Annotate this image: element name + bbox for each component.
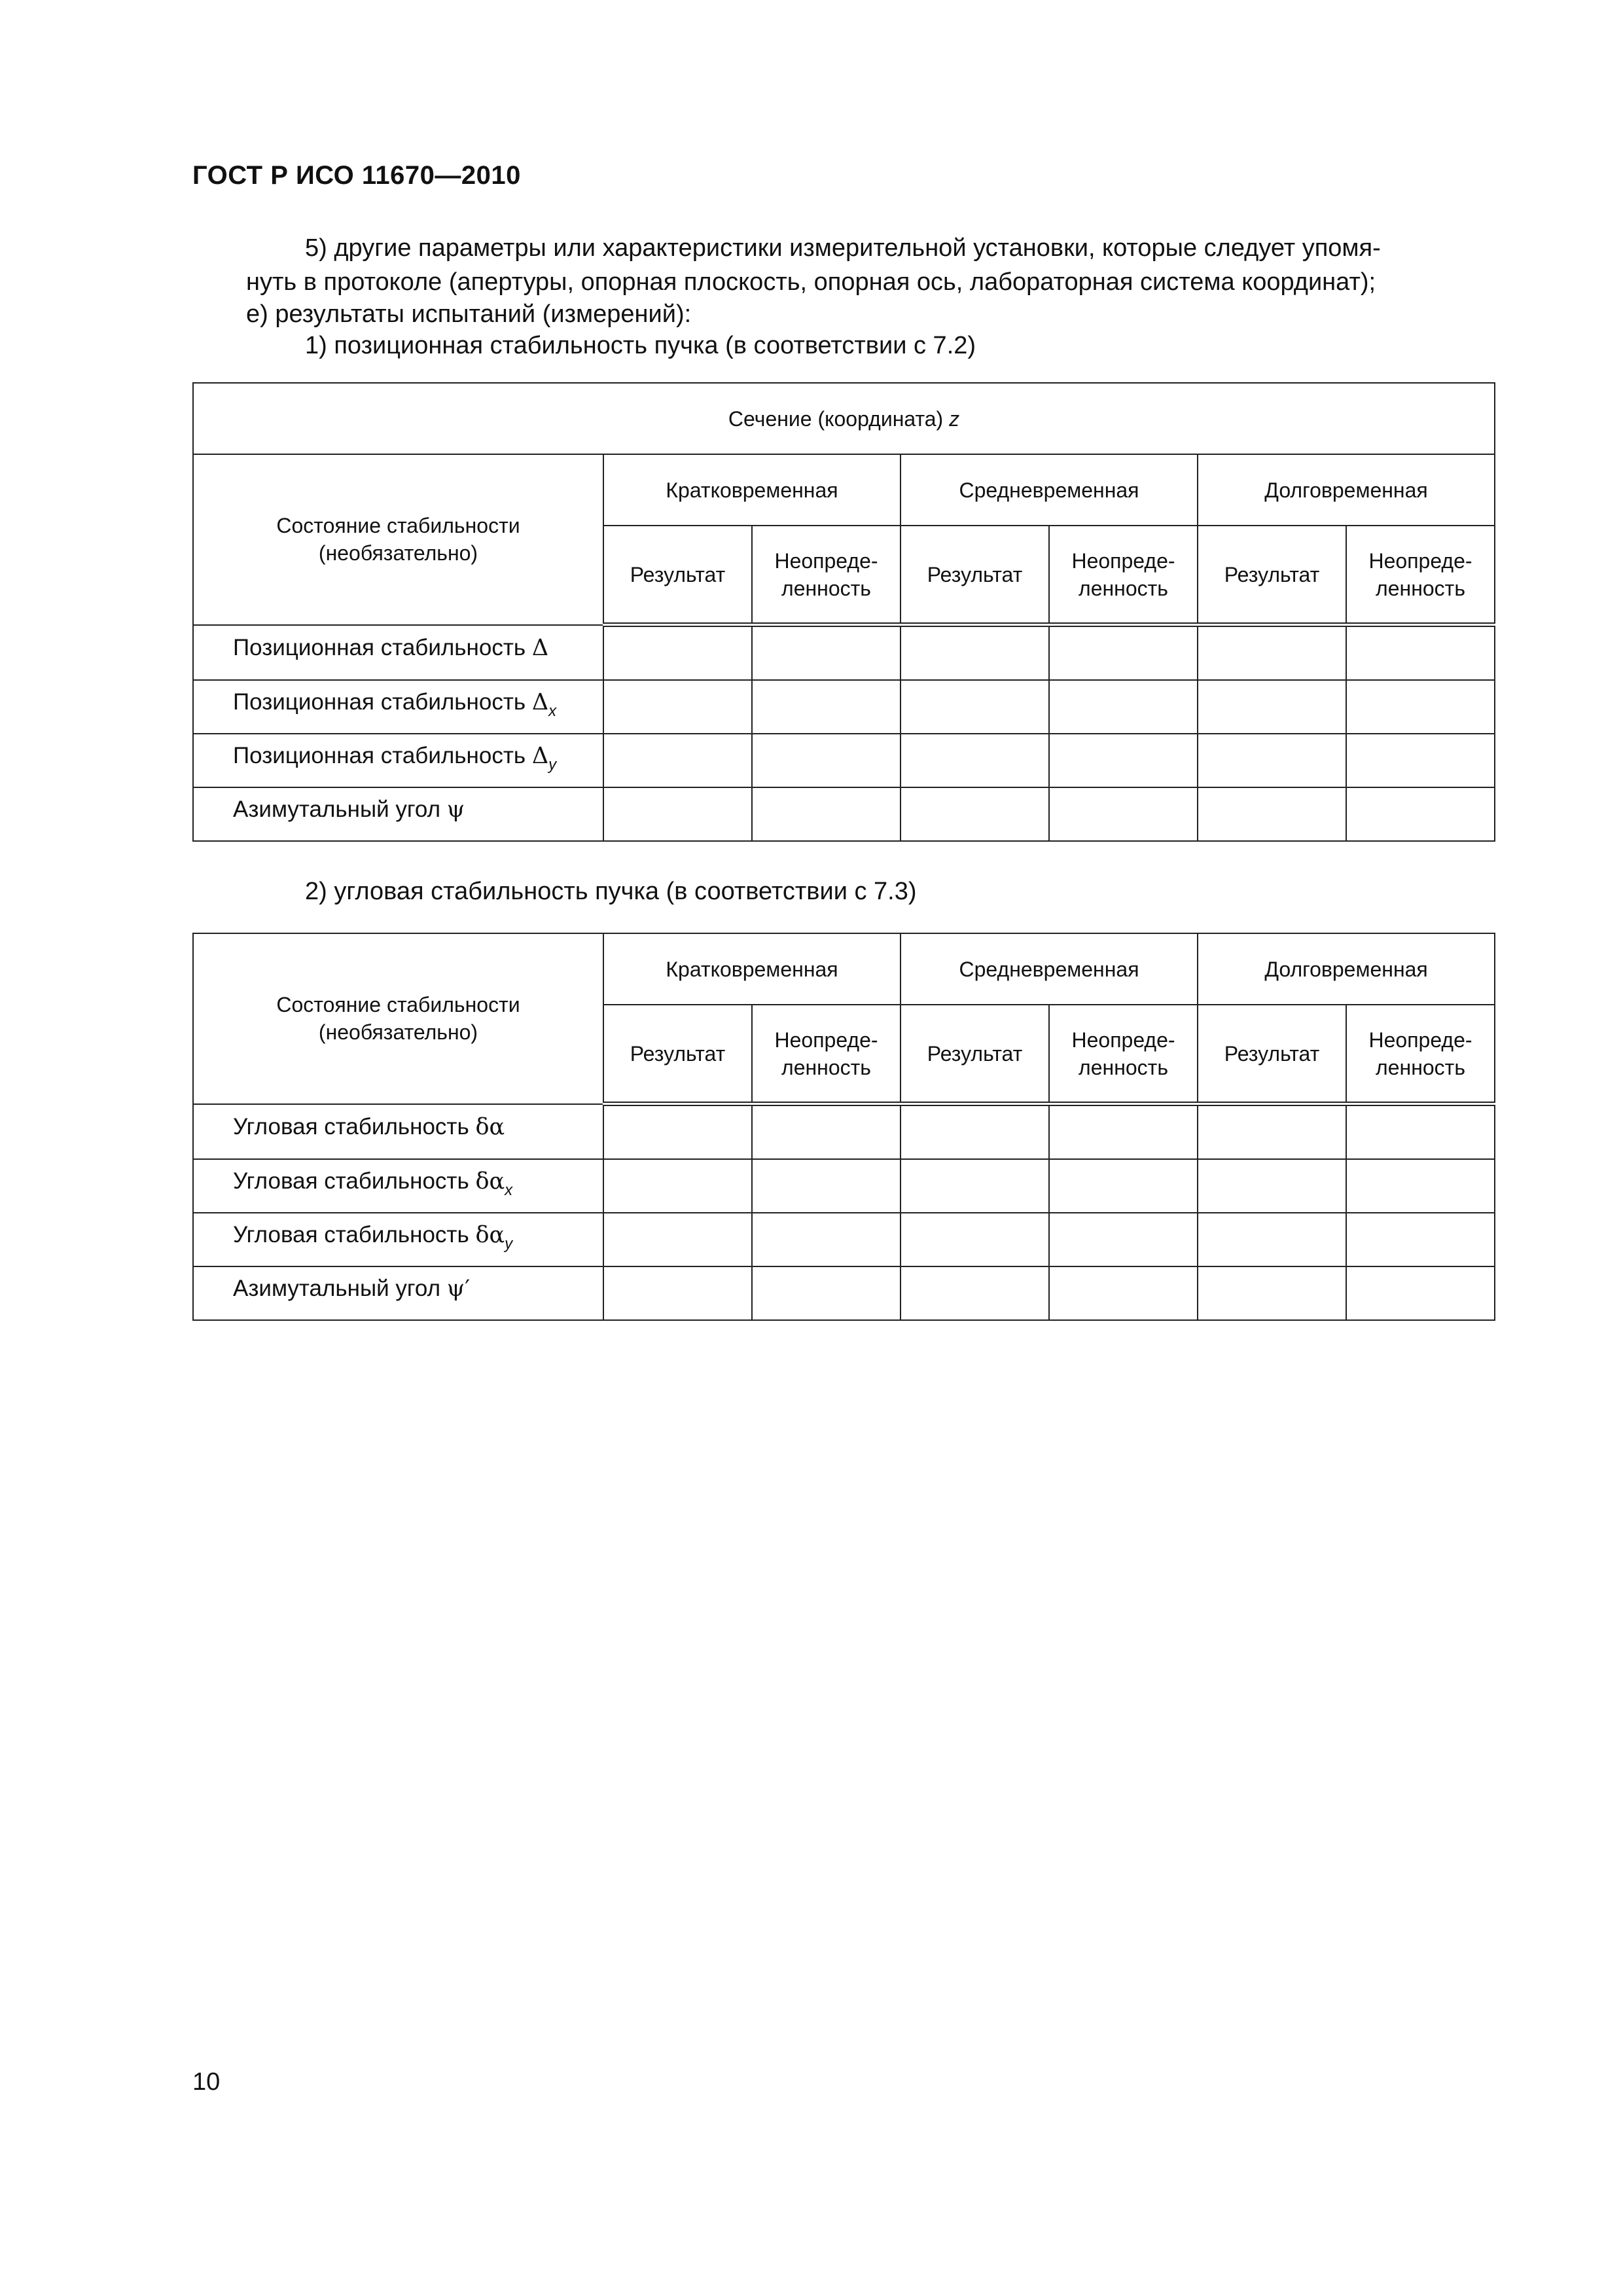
- empty-cell[interactable]: [901, 1213, 1049, 1266]
- empty-cell[interactable]: [603, 1104, 752, 1160]
- col-result: Результат: [1198, 526, 1346, 625]
- empty-cell[interactable]: [1346, 625, 1495, 681]
- paragraph-5: [246, 231, 1500, 299]
- group-short-term: Кратковременная: [603, 933, 901, 1005]
- section-header: [193, 383, 1495, 454]
- state-label-line-2: (необязательно): [318, 541, 478, 565]
- empty-cell[interactable]: [1198, 787, 1346, 841]
- row-symbol: δα: [475, 1168, 505, 1194]
- empty-cell[interactable]: [752, 734, 901, 787]
- row-subscript: y: [505, 1235, 513, 1253]
- row-subscript: y: [548, 756, 557, 774]
- state-label-line-1: Состояние стабильности: [276, 993, 520, 1017]
- col-uncertainty-line-2: ленность: [1376, 1055, 1465, 1079]
- empty-cell[interactable]: [752, 625, 901, 681]
- group-short-term: Кратковременная: [603, 454, 901, 526]
- col-uncertainty-line-2: ленность: [781, 1055, 871, 1079]
- empty-cell[interactable]: [1198, 1159, 1346, 1213]
- row-label-text: Позиционная стабильность: [233, 689, 532, 715]
- empty-cell[interactable]: [1049, 1159, 1198, 1213]
- row-label-text: Азимутальный угол: [233, 797, 447, 822]
- col-uncertainty-line-1: Неопреде-: [1368, 1028, 1472, 1052]
- row-label: [193, 680, 603, 734]
- col-uncertainty: [1049, 1005, 1198, 1104]
- empty-cell[interactable]: [1049, 1104, 1198, 1160]
- row-label-text: Позиционная стабильность: [233, 743, 532, 768]
- empty-cell[interactable]: [1346, 787, 1495, 841]
- paragraph-5-line-1: 5) другие параметры или характеристики измерительной установки, которые следует упомя-: [305, 234, 1381, 262]
- col-uncertainty-line-1: Неопреде-: [774, 1028, 878, 1052]
- empty-cell[interactable]: [603, 1213, 752, 1266]
- empty-cell[interactable]: [1049, 1266, 1198, 1320]
- table-row: [193, 1213, 1495, 1266]
- empty-cell[interactable]: [1346, 734, 1495, 787]
- document-header: ГОСТ Р ИСО 11670—2010: [192, 161, 521, 190]
- empty-cell[interactable]: [603, 734, 752, 787]
- col-uncertainty: [1346, 526, 1495, 625]
- col-uncertainty-line-1: Неопреде-: [1071, 1028, 1175, 1052]
- col-uncertainty-line-2: ленность: [1376, 576, 1465, 600]
- col-uncertainty-line-2: ленность: [1079, 576, 1168, 600]
- col-result: Результат: [603, 1005, 752, 1104]
- group-medium-term: Средневременная: [901, 933, 1198, 1005]
- empty-cell[interactable]: [752, 787, 901, 841]
- empty-cell[interactable]: [752, 1159, 901, 1213]
- col-uncertainty-line-2: ленность: [1079, 1055, 1168, 1079]
- row-label: [193, 734, 603, 787]
- table-row: [193, 734, 1495, 787]
- col-result: Результат: [1198, 1005, 1346, 1104]
- state-header: [193, 933, 603, 1104]
- group-long-term: Долговременная: [1198, 454, 1495, 526]
- row-label: [193, 1159, 603, 1213]
- table-row: [193, 1104, 1495, 1160]
- group-long-term: Долговременная: [1198, 933, 1495, 1005]
- empty-cell[interactable]: [1198, 1104, 1346, 1160]
- row-label: [193, 625, 603, 681]
- table-row: [193, 1159, 1495, 1213]
- paragraph-5-line-2: нуть в протоколе (апертуры, опорная плоскость, опорная ось, лабораторная система координат);: [246, 268, 1376, 296]
- row-label-text: Угловая стабильность: [233, 1168, 476, 1194]
- empty-cell[interactable]: [1346, 1159, 1495, 1213]
- empty-cell[interactable]: [603, 1266, 752, 1320]
- row-label-text: Угловая стабильность: [233, 1222, 476, 1247]
- empty-cell[interactable]: [1049, 625, 1198, 681]
- col-result: Результат: [603, 526, 752, 625]
- table-row: [193, 680, 1495, 734]
- empty-cell[interactable]: [1346, 680, 1495, 734]
- empty-cell[interactable]: [901, 1266, 1049, 1320]
- col-uncertainty: [1346, 1005, 1495, 1104]
- row-label-text: Угловая стабильность: [233, 1113, 476, 1139]
- empty-cell[interactable]: [1049, 734, 1198, 787]
- empty-cell[interactable]: [752, 1213, 901, 1266]
- state-label-line-1: Состояние стабильности: [276, 514, 520, 538]
- empty-cell[interactable]: [1346, 1266, 1495, 1320]
- table-row: [193, 787, 1495, 841]
- empty-cell[interactable]: [603, 625, 752, 681]
- empty-cell[interactable]: [1049, 787, 1198, 841]
- row-symbol: δα: [475, 1113, 505, 1140]
- empty-cell[interactable]: [752, 1104, 901, 1160]
- col-uncertainty: [752, 1005, 901, 1104]
- positional-stability-table: [192, 382, 1495, 842]
- col-result: Результат: [901, 526, 1049, 625]
- empty-cell[interactable]: [901, 680, 1049, 734]
- row-label: [193, 1266, 603, 1320]
- row-subscript: x: [505, 1181, 513, 1199]
- empty-cell[interactable]: [603, 787, 752, 841]
- col-uncertainty: [1049, 526, 1198, 625]
- row-label: [193, 1104, 603, 1160]
- col-result: Результат: [901, 1005, 1049, 1104]
- empty-cell[interactable]: [1346, 1213, 1495, 1266]
- col-uncertainty-line-2: ленность: [781, 576, 871, 600]
- angular-stability-table: [192, 933, 1495, 1321]
- col-uncertainty-line-1: Неопреде-: [1071, 548, 1175, 573]
- row-symbol: Δ: [531, 689, 549, 715]
- empty-cell[interactable]: [1198, 625, 1346, 681]
- row-symbol: ψ′: [446, 1276, 471, 1302]
- paragraph-1: 1) позиционная стабильность пучка (в соответствии с 7.2): [305, 332, 976, 359]
- empty-cell[interactable]: [901, 1104, 1049, 1160]
- empty-cell[interactable]: [1049, 680, 1198, 734]
- row-subscript: x: [548, 702, 557, 720]
- empty-cell[interactable]: [1346, 1104, 1495, 1160]
- col-uncertainty-line-1: Неопреде-: [774, 548, 878, 573]
- row-label-text: Азимутальный угол: [233, 1276, 447, 1301]
- empty-cell[interactable]: [1049, 1213, 1198, 1266]
- empty-cell[interactable]: [603, 1159, 752, 1213]
- paragraph-2: 2) угловая стабильность пучка (в соответствии с 7.3): [305, 878, 917, 905]
- state-label-line-2: (необязательно): [318, 1020, 478, 1045]
- state-header: [193, 454, 603, 625]
- empty-cell[interactable]: [901, 787, 1049, 841]
- group-medium-term: Средневременная: [901, 454, 1198, 526]
- row-label: [193, 1213, 603, 1266]
- empty-cell[interactable]: [1198, 1213, 1346, 1266]
- paragraph-e: е) результаты испытаний (измерений):: [246, 300, 692, 328]
- empty-cell[interactable]: [1198, 680, 1346, 734]
- empty-cell[interactable]: [752, 1266, 901, 1320]
- empty-cell[interactable]: [901, 1159, 1049, 1213]
- row-symbol: Δ: [531, 743, 549, 769]
- empty-cell[interactable]: [752, 680, 901, 734]
- empty-cell[interactable]: [901, 625, 1049, 681]
- col-uncertainty: [752, 526, 901, 625]
- table-row: [193, 1266, 1495, 1320]
- row-symbol: δα: [475, 1222, 505, 1248]
- row-label-text: Позиционная стабильность: [233, 634, 532, 660]
- empty-cell[interactable]: [1198, 1266, 1346, 1320]
- empty-cell[interactable]: [901, 734, 1049, 787]
- page-number: 10: [192, 2068, 221, 2096]
- section-label: Сечение (координата): [728, 406, 944, 431]
- row-symbol: ψ: [446, 797, 465, 823]
- col-uncertainty-line-1: Неопреде-: [1368, 548, 1472, 573]
- empty-cell[interactable]: [1198, 734, 1346, 787]
- row-symbol: Δ: [531, 634, 549, 661]
- section-variable: z: [949, 406, 960, 431]
- empty-cell[interactable]: [603, 680, 752, 734]
- table-row: [193, 625, 1495, 681]
- row-label: [193, 787, 603, 841]
